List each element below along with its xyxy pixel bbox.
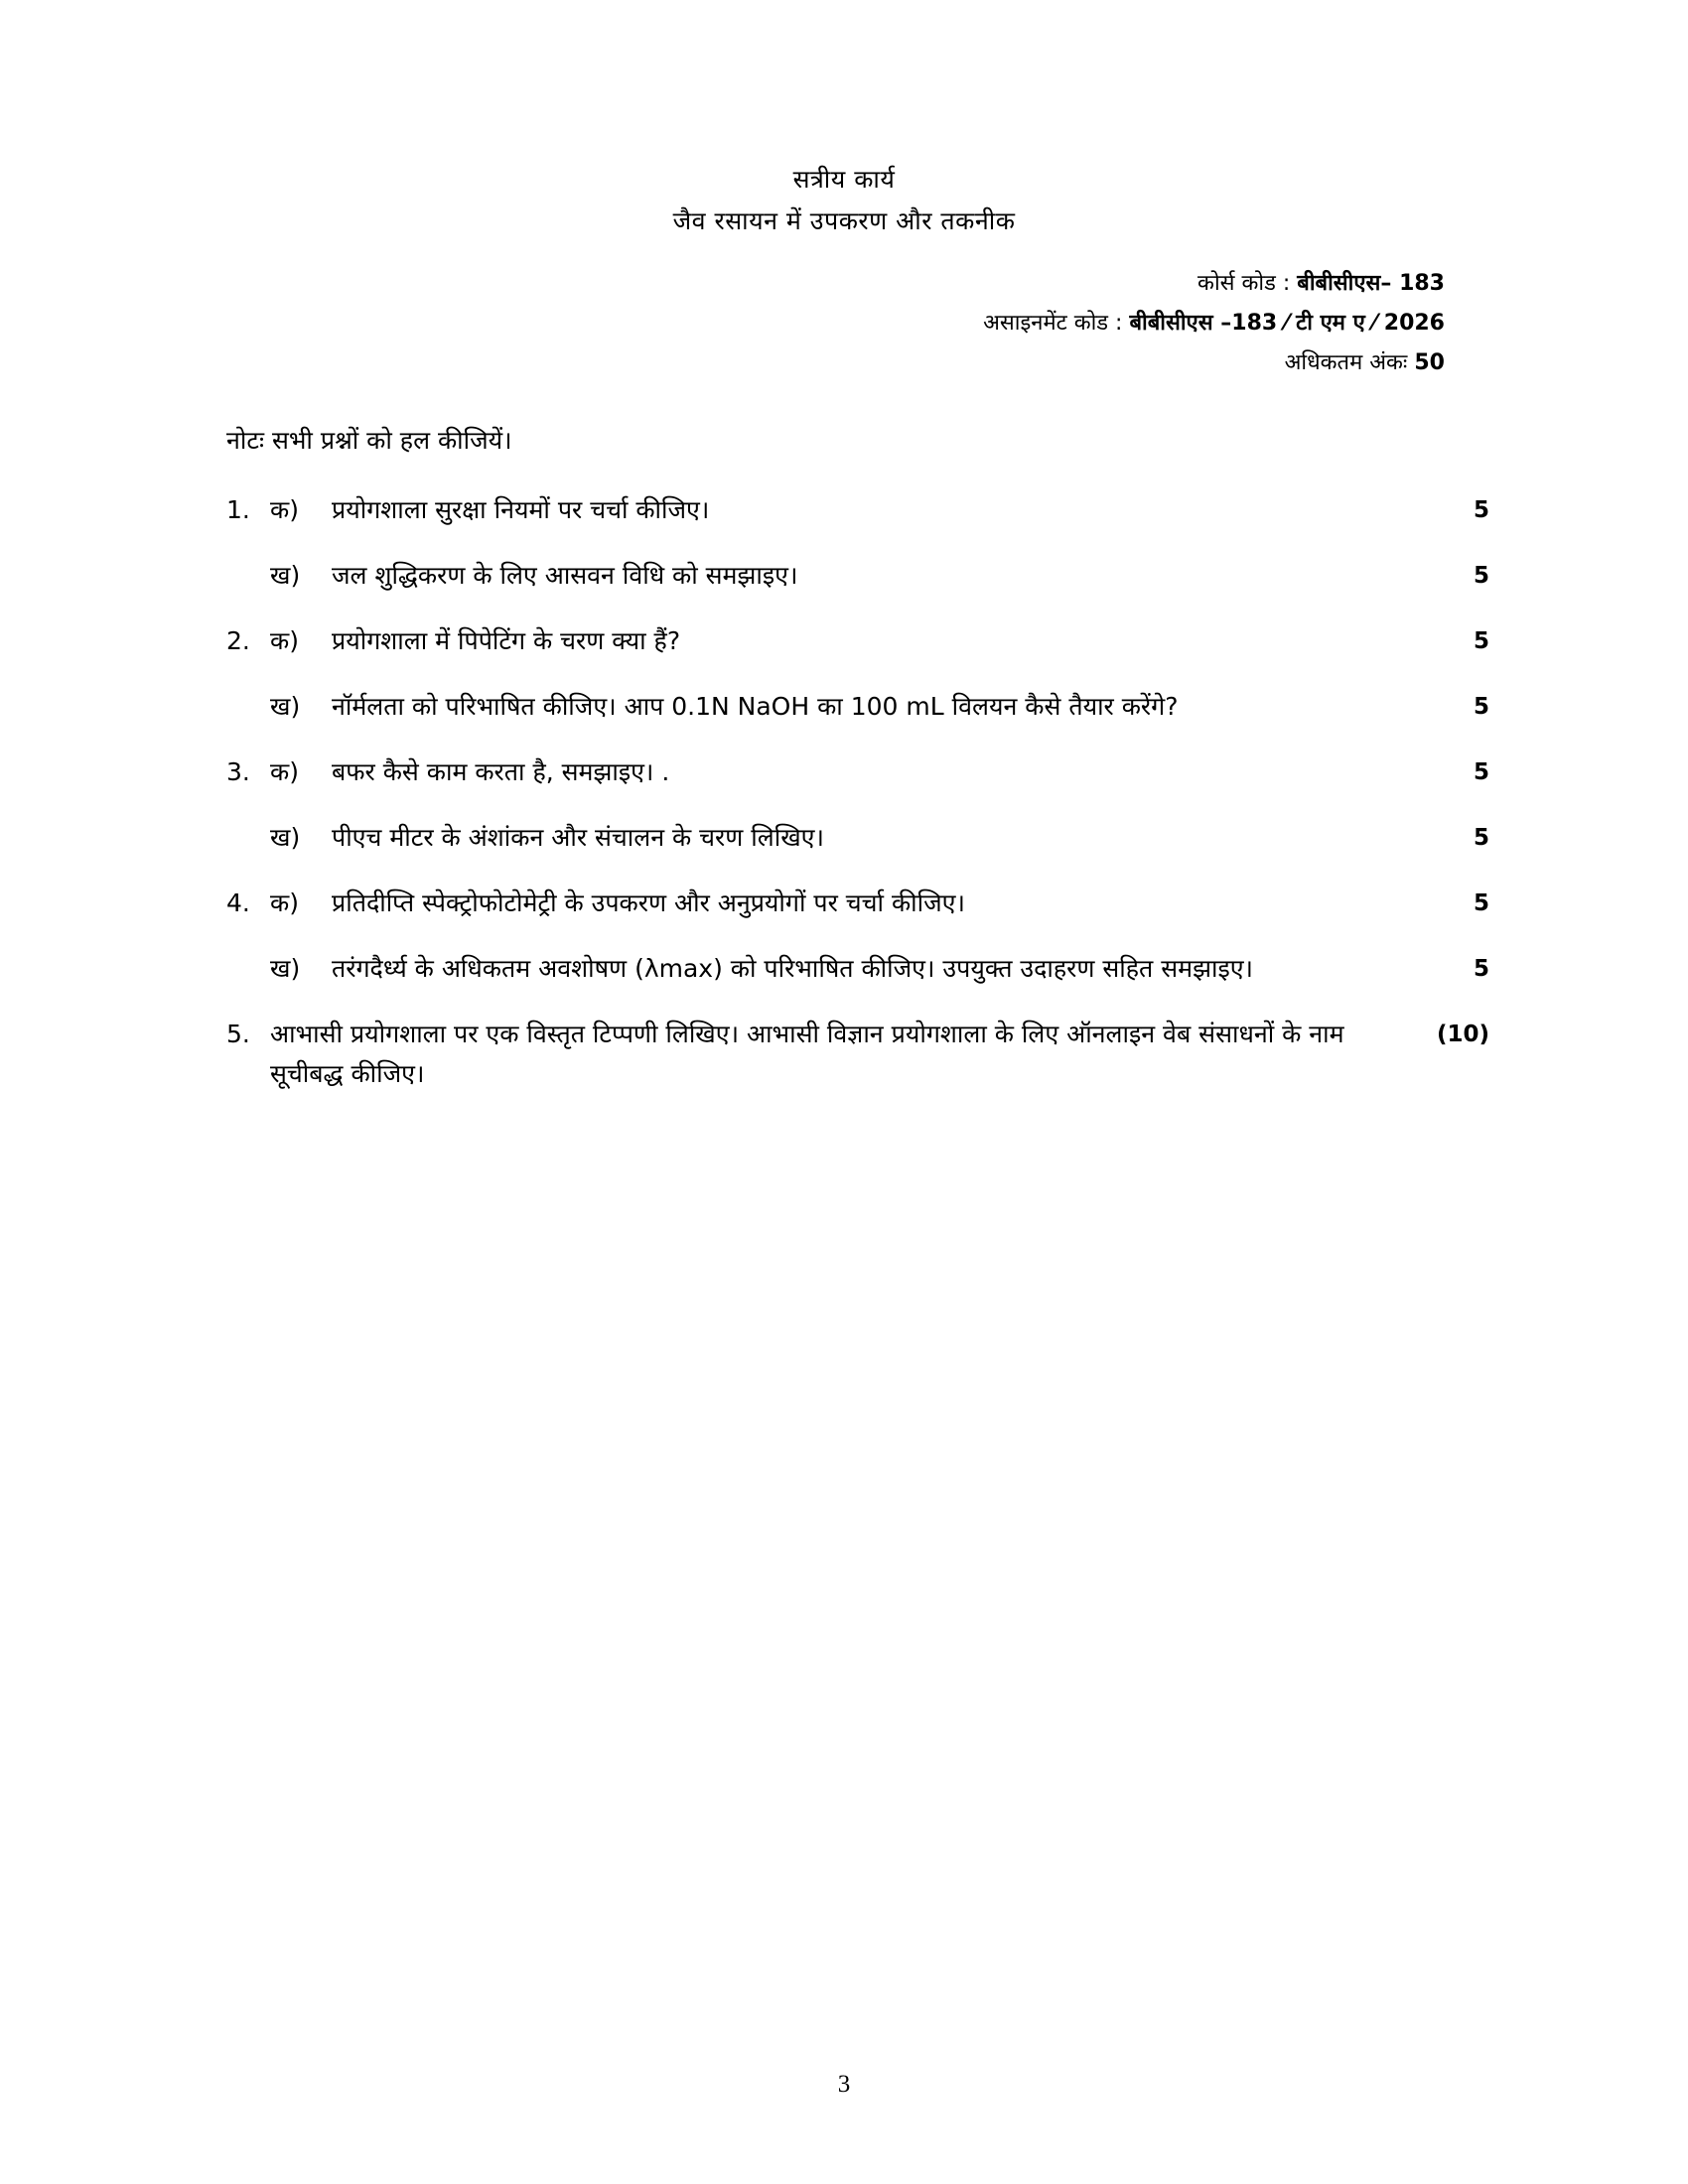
question-block — [226, 752, 1489, 858]
question-number: 3. — [226, 757, 250, 786]
question-part-label: क) — [270, 757, 299, 786]
question-part-text: पीएच मीटर के अंशांकन और संचालन के चरण लिखिए। — [332, 823, 824, 852]
document-title-line-2: जैव रसायन में उपकरण और तकनीक — [672, 206, 1016, 235]
question-part-marks: 5 — [1473, 956, 1489, 982]
question-number: 4. — [226, 888, 250, 917]
question-part-marks: 5 — [1473, 628, 1489, 654]
question-part-marks: 5 — [1473, 694, 1489, 720]
question-part-text: आभासी प्रयोगशाला पर एक विस्तृत टिप्पणी लिखिए। आभासी विज्ञान प्रयोगशाला के लिए ऑनलाइन वेब संसाधनों के नाम सूचीबद्ध कीजिए। — [270, 1020, 1344, 1088]
assignment-code-row — [0, 304, 1445, 343]
question-part-marks: 5 — [1473, 563, 1489, 589]
assignment-code-value: बीबीसीएस –183 ⁄ टी एम ए ⁄ 2026 — [1129, 311, 1445, 336]
course-metadata — [0, 264, 1688, 383]
question-part-label: क) — [270, 888, 299, 917]
question-part-label: ख) — [270, 561, 301, 590]
question-block — [226, 490, 1489, 596]
question-part-text: नॉर्मलता को परिभाषित कीजिए। आप 0.1N NaOH का 100 mL विलयन कैसे तैयार करेंगे? — [332, 692, 1179, 721]
question-part-row — [226, 752, 1489, 792]
instructions-note: नोटः सभी प्रश्नों को हल कीजियें। — [226, 426, 512, 455]
question-part-label: क) — [270, 495, 299, 524]
course-code-value: बीबीसीएस– 183 — [1297, 271, 1445, 296]
question-part-text: तरंगदैर्ध्य के अधिकतम अवशोषण (λmax) को परिभाषित कीजिए। उपयुक्त उदाहरण सहित समझाइए। — [332, 954, 1254, 983]
question-part-row — [226, 949, 1489, 989]
question-block — [226, 1015, 1489, 1094]
question-part-row — [226, 621, 1489, 661]
question-part-marks: 5 — [1473, 825, 1489, 851]
question-part-row — [226, 687, 1489, 727]
question-part-row — [226, 884, 1489, 923]
question-block — [226, 884, 1489, 989]
document-title-line-1: सत्रीय कार्य — [792, 165, 896, 194]
question-block — [226, 621, 1489, 727]
question-part-row — [226, 490, 1489, 530]
question-part-row — [226, 818, 1489, 858]
question-part-row — [226, 556, 1489, 596]
page-number: 3 — [837, 2071, 851, 2098]
questions-list — [0, 490, 1688, 1094]
max-marks-row — [0, 343, 1445, 383]
question-part-marks: 5 — [1473, 497, 1489, 523]
question-part-text: प्रयोगशाला सुरक्षा नियमों पर चर्चा कीजिए। — [332, 495, 710, 524]
course-code-label: कोर्स कोड : — [1197, 271, 1291, 296]
question-part-text: प्रयोगशाला में पिपेटिंग के चरण क्या हैं? — [332, 626, 681, 655]
question-part-text: प्रतिदीप्ति स्पेक्ट्रोफोटोमेट्री के उपकरण और अनुप्रयोगों पर चर्चा कीजिए। — [332, 888, 965, 917]
question-part-marks: (10) — [1436, 1022, 1489, 1047]
question-part-text: जल शुद्धिकरण के लिए आसवन विधि को समझाइए। — [332, 561, 798, 590]
question-number: 1. — [226, 495, 250, 524]
question-part-label: ख) — [270, 692, 301, 721]
question-part-marks: 5 — [1473, 759, 1489, 785]
document-header — [0, 0, 1688, 242]
question-number: 2. — [226, 626, 250, 655]
max-marks-label: अधिकतम अंकः — [1284, 350, 1408, 375]
question-number: 5. — [226, 1020, 250, 1048]
question-part-label: ख) — [270, 823, 301, 852]
max-marks-value: 50 — [1414, 350, 1445, 375]
question-part-marks: 5 — [1473, 890, 1489, 916]
course-code-row — [0, 264, 1445, 304]
question-part-text: बफर कैसे काम करता है, समझाइए। . — [332, 757, 670, 786]
question-part-label: ख) — [270, 954, 301, 983]
question-part-label: क) — [270, 626, 299, 655]
question-part-row — [226, 1015, 1489, 1094]
assignment-code-label: असाइनमेंट कोड : — [983, 311, 1123, 336]
